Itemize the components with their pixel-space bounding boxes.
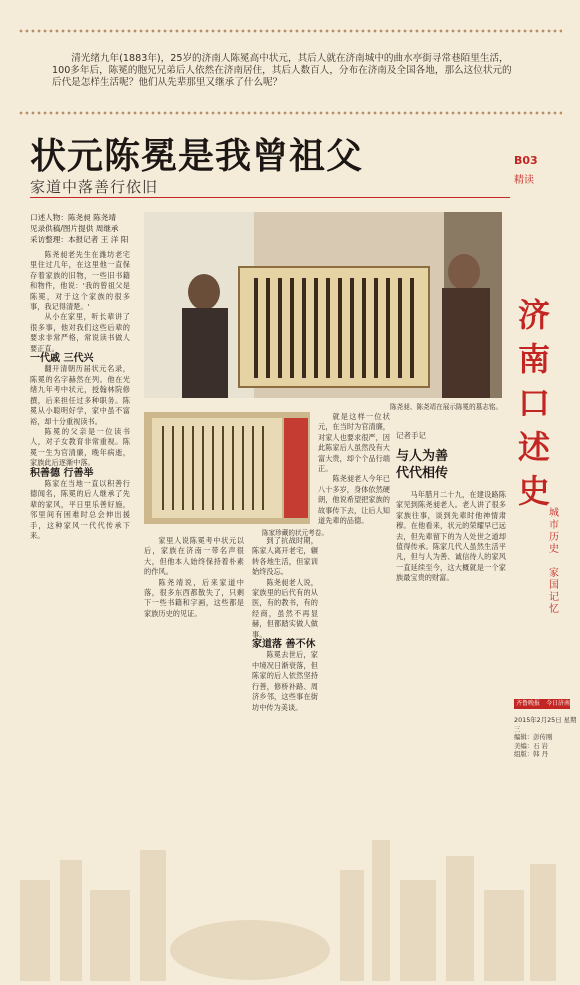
masthead-brand — [514, 699, 570, 709]
photo-exam-paper — [144, 412, 310, 524]
side-title-char: 述 — [518, 428, 551, 466]
photo1-caption: 陈尧昶、陈尧靖在展示陈冕的墓志铭。 — [390, 403, 503, 411]
body-paragraph: 家里人说陈冕考中状元以后，家族在济南一带名声很大，但他本人始终保持着朴素的作风。 — [144, 536, 244, 577]
notes-body: 马年腊月二十九，在建设路陈家见到陈尧昶老人。老人讲了很多家族往事，谈到先辈时他神情肃穆。在他看来，状元的荣耀早已远去，但先辈留下的为人处世之道却值得传承。陈家几代人虽然生活平凡，但与人为善、诚信待人的家风一直延续至今，这大概就是一个家族最宝贵的财富。 — [396, 490, 506, 583]
intro-dot-border — [18, 110, 562, 116]
side-column-title — [514, 290, 554, 520]
side-title-char: 口 — [518, 384, 551, 422]
meta-line: 2015年2月25日 星期三 — [514, 716, 577, 733]
notes-tag: 记者手记 — [396, 431, 426, 440]
top-dot-border — [18, 28, 562, 34]
side-title-char: 济 — [518, 296, 551, 334]
body-paragraph: 翻开清朝历届状元名录，陈冕的名字赫然在列。他在光绪九年考中状元，授翰林院修撰，后来担任过多种职务。陈冕从小聪明好学，家中虽不富裕，却十分重视读书。 — [30, 364, 130, 426]
body-paragraph: 陈尧昶老人今年已八十多岁，身体依然硬朗，他说希望把家族的故事传下去，让后人知道先辈的品德。 — [318, 474, 390, 526]
section-code: B03 — [514, 154, 538, 167]
notes-body-column — [396, 490, 506, 700]
headline: 状元陈冕是我曾祖父 — [30, 136, 364, 177]
photo-illustration — [144, 212, 502, 398]
section-heading: 积善德 行善举 — [30, 467, 94, 479]
body-paragraph: 陈尧靖说，后来家道中落，很多东西都散失了，只剩下一些书籍和字画，这些都是家族历史的见证。 — [144, 577, 244, 618]
body-paragraph: 陈冕去世后，家中境况日渐衰落，但陈家的后人依然坚持行善，修桥补路、周济乡邻，这些事在街坊中传为美谈。 — [252, 650, 318, 712]
column-2 — [144, 536, 244, 686]
body-paragraph: 陈尧昶老先生在潍坊老宅里住过几年，在这里他一直保存着家族的旧物，一些旧书籍和物件，他说：'我的曾祖父是陈冕，对于这个家族的很多事，我记得清楚。' — [30, 250, 130, 312]
section-heading: 一代戚 三代兴 — [30, 353, 94, 365]
credit-line: 见录供稿/图片提供 周继承 — [30, 224, 119, 233]
brand-name: 齐鲁晚报 — [516, 700, 541, 707]
notes-title-line: 与人为善 — [396, 449, 449, 464]
meta-line: 编辑：彭传刚 — [514, 733, 553, 742]
headline-rule — [30, 197, 510, 198]
side-title-char: 史 — [518, 472, 551, 510]
column-1 — [30, 250, 130, 690]
body-paragraph: 陈尧昶老人说，家族里的后代有的从医，有的教书，有的经商，虽然不再显赫，但都踏实做人做事。 — [252, 577, 318, 639]
column-4 — [318, 412, 390, 692]
notes-title — [396, 448, 448, 482]
city-skyline-illustration — [0, 820, 580, 981]
body-paragraph: 到了抗战时期，陈家人离开老宅，辗转各地生活，但家训始终没忘。 — [252, 536, 318, 577]
section-label: 精读 — [514, 175, 534, 186]
photo-descendants-with-scroll — [144, 212, 502, 398]
side-subtitle-1: 城市历史 — [549, 508, 559, 555]
column-3 — [252, 536, 318, 712]
body-paragraph: 陈家在当地一直以积善行德闻名，陈冕的后人继承了先辈的家风，平日里乐善好施，邻里间有困难时总会伸出援手，这种家风一代代传承下来。 — [30, 478, 130, 540]
subheadline: 家道中落善行依旧 — [30, 178, 159, 196]
body-paragraph: 从小在家里，听长辈讲了很多事，他对我们这些后辈的要求非常严格，常说读书做人要正直。 — [30, 312, 130, 353]
credits — [30, 212, 128, 245]
credit-line: 采访整理：本报记者 王 洋 阳 — [30, 235, 129, 244]
calligraphy-title — [514, 290, 554, 520]
body-paragraph: 陈冕的父亲是一位读书人，对子女教育非常重视。陈冕一生为官清廉，晚年病逝，家族此后逐渐中落。 — [30, 426, 130, 468]
side-title-char: 南 — [518, 340, 551, 378]
edition-name: 今日济南 — [545, 700, 570, 707]
intro-paragraph: 清光绪九年(1883年)，25岁的济南人陈冕高中状元，其后人就在济南城中的曲水亭街寻常巷陌里生活，100多年后，陈冕的胞兄兄弟后人依然在济南居住，其后人数百人，分布在济南及全国各地，那么这位状元的后代是怎样生活呢？他们从先辈那里又继承了什么呢？ — [52, 53, 512, 88]
body-paragraph: 就是这样一位状元，在当时为官清廉，对家人也要求很严，因此陈家后人虽然没有大富大贵，却个个品行端正。 — [318, 412, 390, 474]
credit-line: 口述人物：陈尧昶 陈尧靖 — [30, 213, 116, 222]
meta-line: 美编：石 岩 — [514, 741, 548, 750]
notes-title-line: 代代相传 — [396, 466, 449, 481]
edition-meta — [514, 716, 580, 759]
exam-paper-illustration — [144, 412, 310, 524]
side-subtitle-2: 家国记忆 — [549, 568, 559, 615]
city-silhouette-watermark — [0, 820, 580, 981]
photo2-caption: 陈家珍藏的状元考卷。 — [262, 529, 328, 537]
section-heading: 家道落 善不休 — [252, 639, 316, 651]
meta-line: 组版：韩 丹 — [514, 750, 548, 759]
